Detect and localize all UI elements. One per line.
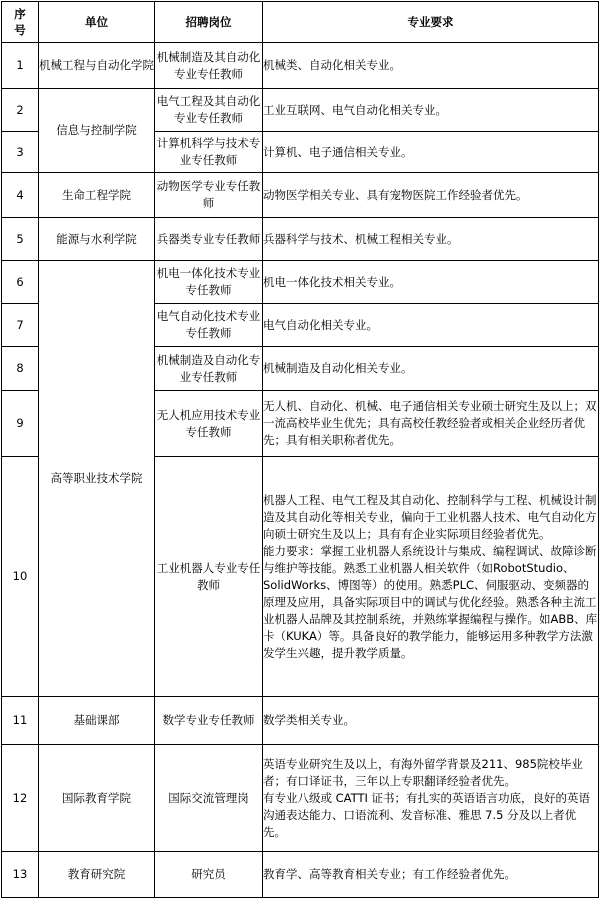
row-seq: 10 [2, 457, 39, 697]
row-requirements: 机电一体化技术相关专业。 [263, 261, 599, 304]
requirement-paragraph: 机器人工程、电气工程及其自动化、控制科学与工程、机械设计制造及其自动化等相关专业，偏向于工业机器人技术、电气自动化方向硕士研究生及以上；具有有企业实际项目经验者优先。 [263, 492, 597, 541]
row-seq: 13 [2, 852, 39, 898]
header-requirements: 专业要求 [263, 2, 599, 43]
row-position: 兵器类专业专任教师 [155, 218, 263, 261]
header-seq: 序号 [2, 2, 39, 43]
row-unit: 高等职业技术学院 [39, 261, 155, 697]
row-requirements: 机械制造及自动化相关专业。 [263, 347, 599, 391]
row-seq: 6 [2, 261, 39, 304]
row-position: 数学专业专任教师 [155, 697, 263, 745]
row-unit: 机械工程与自动化学院 [39, 43, 155, 89]
row-unit: 基础课部 [39, 697, 155, 745]
row-position: 电气自动化技术专业专任教师 [155, 304, 263, 347]
row-position: 机械制造及其自动化专业专任教师 [155, 43, 263, 89]
requirement-paragraph: 有专业八级或 CATTI 证书；有扎实的英语语言功底，良好的英语沟通表达能力、口语流利、发音标准、雅思 7.5 分及以上者优先。 [263, 790, 591, 839]
row-position: 机电一体化技术专业专任教师 [155, 261, 263, 304]
row-requirements: 数学类相关专业。 [263, 697, 599, 745]
row-position: 机械制造及自动化专业专任教师 [155, 347, 263, 391]
requirement-paragraph: 英语专业研究生及以上，有海外留学背景及211、985院校毕业者；有口译证书，三年以上专职翻译经验者优先。 [263, 756, 583, 788]
table-row [2, 261, 599, 304]
row-seq: 11 [2, 697, 39, 745]
row-seq: 12 [2, 745, 39, 852]
row-seq: 4 [2, 173, 39, 218]
row-position: 动物医学专业专任教师 [155, 173, 263, 218]
row-unit: 国际教育学院 [39, 745, 155, 852]
row-position: 计算机科学与技术专业专任教师 [155, 132, 263, 173]
row-requirements: 机械类、自动化相关专业。 [263, 43, 599, 89]
row-requirements: 电气自动化相关专业。 [263, 304, 599, 347]
header-row [2, 2, 599, 43]
row-requirements [263, 745, 599, 852]
row-position: 电气工程及其自动化专业专任教师 [155, 89, 263, 132]
row-unit: 教育研究院 [39, 852, 155, 898]
row-unit: 生命工程学院 [39, 173, 155, 218]
header-unit: 单位 [39, 2, 155, 43]
row-seq: 8 [2, 347, 39, 391]
row-requirements: 工业互联网、电气自动化相关专业。 [263, 89, 599, 132]
row-unit: 信息与控制学院 [39, 89, 155, 173]
row-requirements: 动物医学相关专业、具有宠物医院工作经验者优先。 [263, 173, 599, 218]
row-position: 国际交流管理岗 [155, 745, 263, 852]
row-position: 无人机应用技术专业专任教师 [155, 391, 263, 457]
row-requirements: 无人机、自动化、机械、电子通信相关专业硕士研究生及以上；双一流高校毕业生优先；具有高校任教经验者或相关企业经历者优先；具有相关职称者优先。 [263, 391, 599, 457]
row-seq: 1 [2, 43, 39, 89]
header-position: 招聘岗位 [155, 2, 263, 43]
row-position: 工业机器人专业专任教师 [155, 457, 263, 697]
row-seq: 2 [2, 89, 39, 132]
row-requirements: 教育学、高等教育相关专业；有工作经验者优先。 [263, 852, 599, 898]
table-row [2, 173, 599, 218]
table-row [2, 697, 599, 745]
row-requirements: 计算机、电子通信相关专业。 [263, 132, 599, 173]
row-requirements: 兵器科学与技术、机械工程相关专业。 [263, 218, 599, 261]
table-row [2, 89, 599, 132]
row-seq: 3 [2, 132, 39, 173]
table-row [2, 218, 599, 261]
row-requirements [263, 457, 599, 697]
table-row [2, 43, 599, 89]
row-position: 研究员 [155, 852, 263, 898]
row-unit: 能源与水利学院 [39, 218, 155, 261]
table-row [2, 745, 599, 852]
row-seq: 5 [2, 218, 39, 261]
recruitment-table [1, 1, 599, 898]
table-row [2, 852, 599, 898]
row-seq: 9 [2, 391, 39, 457]
row-seq: 7 [2, 304, 39, 347]
requirement-paragraph: 能力要求：掌握工业机器人系统设计与集成、编程调试、故障诊断与维护等技能。熟悉工业机器人相关软件（如RobotStudio、SolidWorks、博图等）的使用。熟悉PLC、伺服驱动、变频器的原理及应用，具备实际项目中的调试与优化经验。熟悉各种主流工业机器人品牌及其控制系统，并熟练掌握编程与操作。如ABB、库卡（KUKA）等。具备良好的教学能力，能够运用多种教学方法激发学生兴趣，提升教学质量。 [263, 543, 598, 660]
